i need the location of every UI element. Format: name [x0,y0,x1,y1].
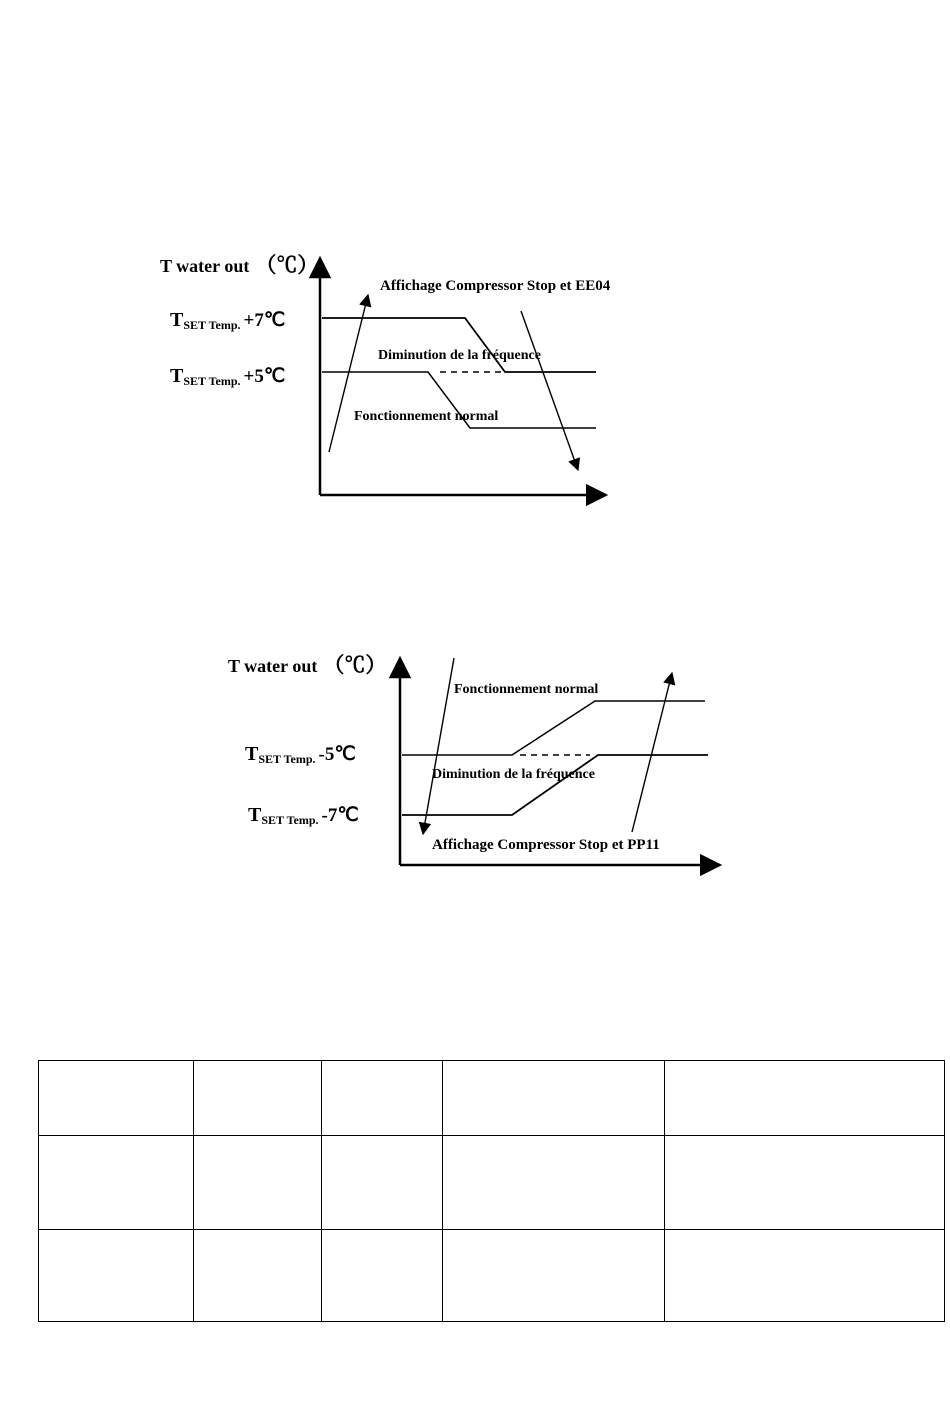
rising-arrow [632,673,672,832]
level-label-high: TSET Temp. -5℃ [245,743,356,766]
reduce-threshold-line [402,701,705,755]
heating-protection-diagram [0,560,950,900]
cooling-protection-diagram [0,0,950,520]
reduce-label: Diminution de la fréquence [378,348,541,363]
data-table [38,1060,945,1322]
table-cell [322,1136,443,1230]
table-cell [39,1136,194,1230]
falling-arrow [423,658,454,834]
falling-arrow [521,311,578,470]
table-cell [322,1230,443,1322]
normal-label: Fonctionnement normal [354,409,499,424]
level-label-low: TSET Temp. -7℃ [248,804,359,827]
table-cell [443,1061,665,1136]
table-cell [665,1136,945,1230]
level-label-high: TSET Temp. +7℃ [170,309,286,332]
stop-label: Affichage Compressor Stop et PP11 [432,837,660,853]
normal-label: Fonctionnement normal [454,682,599,697]
table-cell [39,1061,194,1136]
table-cell [443,1136,665,1230]
y-axis-label: T water out （℃） [160,253,319,277]
table-row [39,1230,945,1322]
table-cell [665,1230,945,1322]
table-cell [194,1230,322,1322]
y-axis-label: T water out （℃） [228,653,387,677]
level-label-low: TSET Temp. +5℃ [170,365,286,388]
table-cell [194,1136,322,1230]
stop-threshold-line [402,755,708,815]
stop-label: Affichage Compressor Stop et EE04 [380,278,611,294]
stop-threshold-line [322,318,596,372]
table-cell [665,1061,945,1136]
table-cell [39,1230,194,1322]
table-cell [194,1061,322,1136]
table-row [39,1136,945,1230]
reduce-label: Diminution de la fréquence [432,767,595,782]
table-cell [322,1061,443,1136]
table-row [39,1061,945,1136]
table-cell [443,1230,665,1322]
